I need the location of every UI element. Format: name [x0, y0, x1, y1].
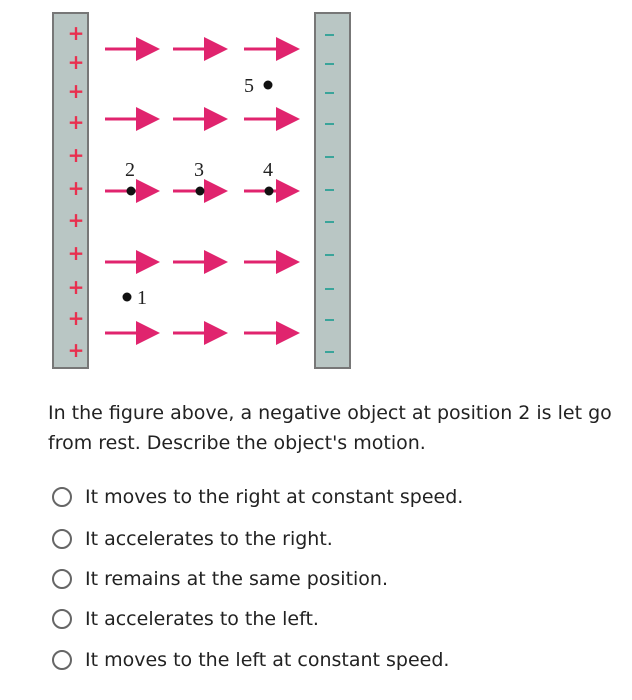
- option-constant-right[interactable]: [52, 486, 463, 508]
- plus-sign: +: [67, 79, 85, 103]
- option-label: It remains at the same position.: [85, 568, 389, 590]
- plus-sign: +: [67, 176, 85, 200]
- option-label: It accelerates to the right.: [85, 528, 333, 550]
- svg-text:3: 3: [194, 159, 204, 181]
- option-accelerates-right[interactable]: [52, 528, 333, 550]
- plus-sign: +: [67, 143, 85, 167]
- plus-sign: +: [67, 21, 85, 45]
- radio-button[interactable]: [52, 529, 72, 549]
- plus-sign: +: [67, 50, 85, 74]
- svg-text:2: 2: [125, 159, 135, 181]
- point-1: [123, 287, 148, 309]
- svg-text:1: 1: [137, 287, 147, 309]
- radio-button[interactable]: [52, 650, 72, 670]
- option-constant-left[interactable]: [52, 649, 449, 671]
- plus-sign: +: [67, 306, 85, 330]
- plus-sign: +: [67, 110, 85, 134]
- point-5: [244, 75, 273, 97]
- option-accelerates-left[interactable]: [52, 608, 319, 630]
- radio-button[interactable]: [52, 609, 72, 629]
- option-label: It accelerates to the left.: [85, 608, 319, 630]
- plus-sign: +: [67, 208, 85, 232]
- plus-signs: [68, 21, 85, 362]
- plus-sign: +: [67, 241, 85, 265]
- radio-button[interactable]: [52, 569, 72, 589]
- plus-sign: +: [67, 275, 85, 299]
- radio-button[interactable]: [52, 487, 72, 507]
- option-remains[interactable]: [52, 568, 388, 590]
- question-text: In the figure above, a negative object at position 2 is let go from rest. Describe the object's motion.: [48, 402, 612, 454]
- option-label: It moves to the right at constant speed.: [85, 486, 464, 508]
- plus-sign: +: [67, 338, 85, 362]
- svg-text:4: 4: [263, 159, 273, 181]
- option-label: It moves to the left at constant speed.: [85, 649, 450, 671]
- svg-text:5: 5: [244, 75, 254, 97]
